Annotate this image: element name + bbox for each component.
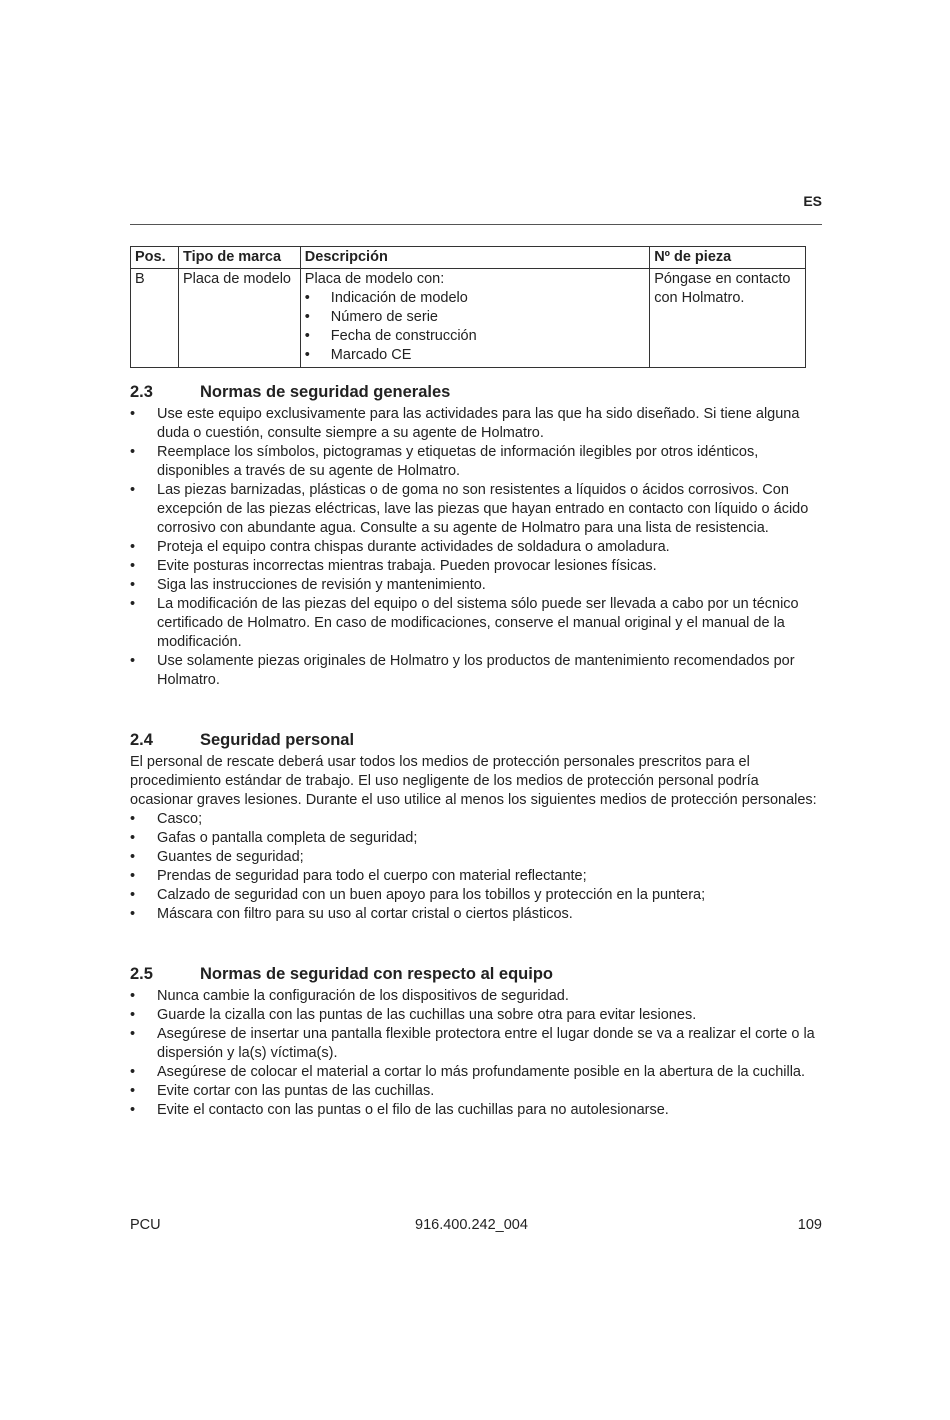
list-item: • Use este equipo exclusivamente para las actividades para las que ha sido diseñado. Si tiene alguna duda o cuestión, consulte siempre a su agente de Holmatro. bbox=[130, 405, 822, 443]
list-item: • Use solamente piezas originales de Holmatro y los productos de mantenimiento recomendados por Holmatro. bbox=[130, 652, 822, 690]
section-title: Seguridad personal bbox=[200, 731, 355, 749]
list-item: • La modificación de las piezas del equipo o del sistema sólo puede ser llevada a cabo por un técnico certificado de Holmatro. En caso de modificaciones, conserve el manual original y el manual de la modificación. bbox=[130, 595, 822, 652]
list-item: • Guantes de seguridad; bbox=[130, 848, 822, 867]
list-item: • Máscara con filtro para su uso al cortar cristal o ciertos plásticos. bbox=[130, 905, 822, 924]
section-general-safety bbox=[130, 381, 822, 690]
column-header-part-number: Nº de pieza bbox=[650, 247, 806, 269]
footer-product: PCU bbox=[130, 1217, 161, 1233]
table-row bbox=[131, 269, 806, 368]
section-heading bbox=[130, 729, 822, 751]
section-number: 2.4 bbox=[130, 731, 153, 749]
section-intro: El personal de rescate deberá usar todos los medios de protección personales prescritos para el procedimiento estándar de trabajo. El uso negligente de los medios de protección personal podría ocasionar graves lesiones. Durante el uso utilice al menos los siguientes medios de protección personales: bbox=[130, 754, 817, 808]
description-item: • Número de serie bbox=[305, 308, 645, 327]
description-item: • Indicación de modelo bbox=[305, 289, 645, 308]
bullet-list bbox=[130, 405, 822, 690]
list-item: • Nunca cambie la configuración de los dispositivos de seguridad. bbox=[130, 987, 822, 1006]
list-item: • Reemplace los símbolos, pictogramas y etiquetas de información ilegibles por otros idénticos, disponibles a través de su agente de Holmatro. bbox=[130, 443, 822, 481]
section-heading bbox=[130, 381, 822, 403]
column-header-description: Descripción bbox=[300, 247, 649, 269]
bullet-list bbox=[130, 810, 822, 924]
bullet-list bbox=[130, 987, 822, 1120]
cell-type: Placa de modelo bbox=[178, 269, 300, 368]
language-code: ES bbox=[803, 193, 822, 209]
list-item: • Evite cortar con las puntas de las cuchillas. bbox=[130, 1082, 822, 1101]
list-item: • Gafas o pantalla completa de seguridad; bbox=[130, 829, 822, 848]
section-number: 2.3 bbox=[130, 383, 153, 401]
list-item: • Asegúrese de insertar una pantalla flexible protectora entre el lugar donde se va a realizar el corte o la dispersión y la(s) víctima(s). bbox=[130, 1025, 822, 1063]
section-heading bbox=[130, 963, 822, 985]
section-number: 2.5 bbox=[130, 965, 153, 983]
description-list bbox=[305, 289, 645, 365]
list-item: • Evite posturas incorrectas mientras trabaja. Pueden provocar lesiones físicas. bbox=[130, 557, 822, 576]
description-intro: Placa de modelo con: bbox=[304, 271, 445, 287]
section-equipment-safety bbox=[130, 963, 822, 1120]
list-item: • Prendas de seguridad para todo el cuerpo con material reflectante; bbox=[130, 867, 822, 886]
marking-table bbox=[130, 246, 806, 368]
list-item: • Evite el contacto con las puntas o el filo de las cuchillas para no autolesionarse. bbox=[130, 1101, 822, 1120]
section-title: Normas de seguridad con respecto al equipo bbox=[200, 965, 554, 983]
list-item: • Guarde la cizalla con las puntas de las cuchillas una sobre otra para evitar lesiones. bbox=[130, 1006, 822, 1025]
section-title: Normas de seguridad generales bbox=[200, 383, 451, 401]
description-item: • Fecha de construcción bbox=[305, 327, 645, 346]
footer-document-number: 916.400.242_004 bbox=[415, 1217, 528, 1233]
list-item: • Siga las instrucciones de revisión y mantenimiento. bbox=[130, 576, 822, 595]
cell-pos: B bbox=[131, 269, 179, 368]
footer-page-number: 109 bbox=[797, 1217, 822, 1233]
header-divider bbox=[130, 224, 822, 225]
column-header-type: Tipo de marca bbox=[178, 247, 300, 269]
section-personal-safety bbox=[130, 729, 822, 924]
list-item: • Casco; bbox=[130, 810, 822, 829]
description-item: • Marcado CE bbox=[305, 346, 645, 365]
cell-part-number: Póngase en contacto con Holmatro. bbox=[650, 269, 806, 368]
list-item: • Las piezas barnizadas, plásticas o de goma no son resistentes a líquidos o ácidos corrosivos. Con excepción de las piezas eléctricas, lave las piezas que hayan entrado en contacto con líquido o ácido corrosivo con abundante agua. Consulte a su agente de Holmatro para una lista de resistencia. bbox=[130, 481, 822, 538]
list-item: • Asegúrese de colocar el material a cortar lo más profundamente posible en la abertura de la cuchilla. bbox=[130, 1063, 822, 1082]
column-header-pos: Pos. bbox=[131, 247, 179, 269]
list-item: • Proteja el equipo contra chispas durante actividades de soldadura o amoladura. bbox=[130, 538, 822, 557]
table-header-row bbox=[131, 247, 806, 269]
cell-description bbox=[300, 269, 649, 368]
list-item: • Calzado de seguridad con un buen apoyo para los tobillos y protección en la puntera; bbox=[130, 886, 822, 905]
